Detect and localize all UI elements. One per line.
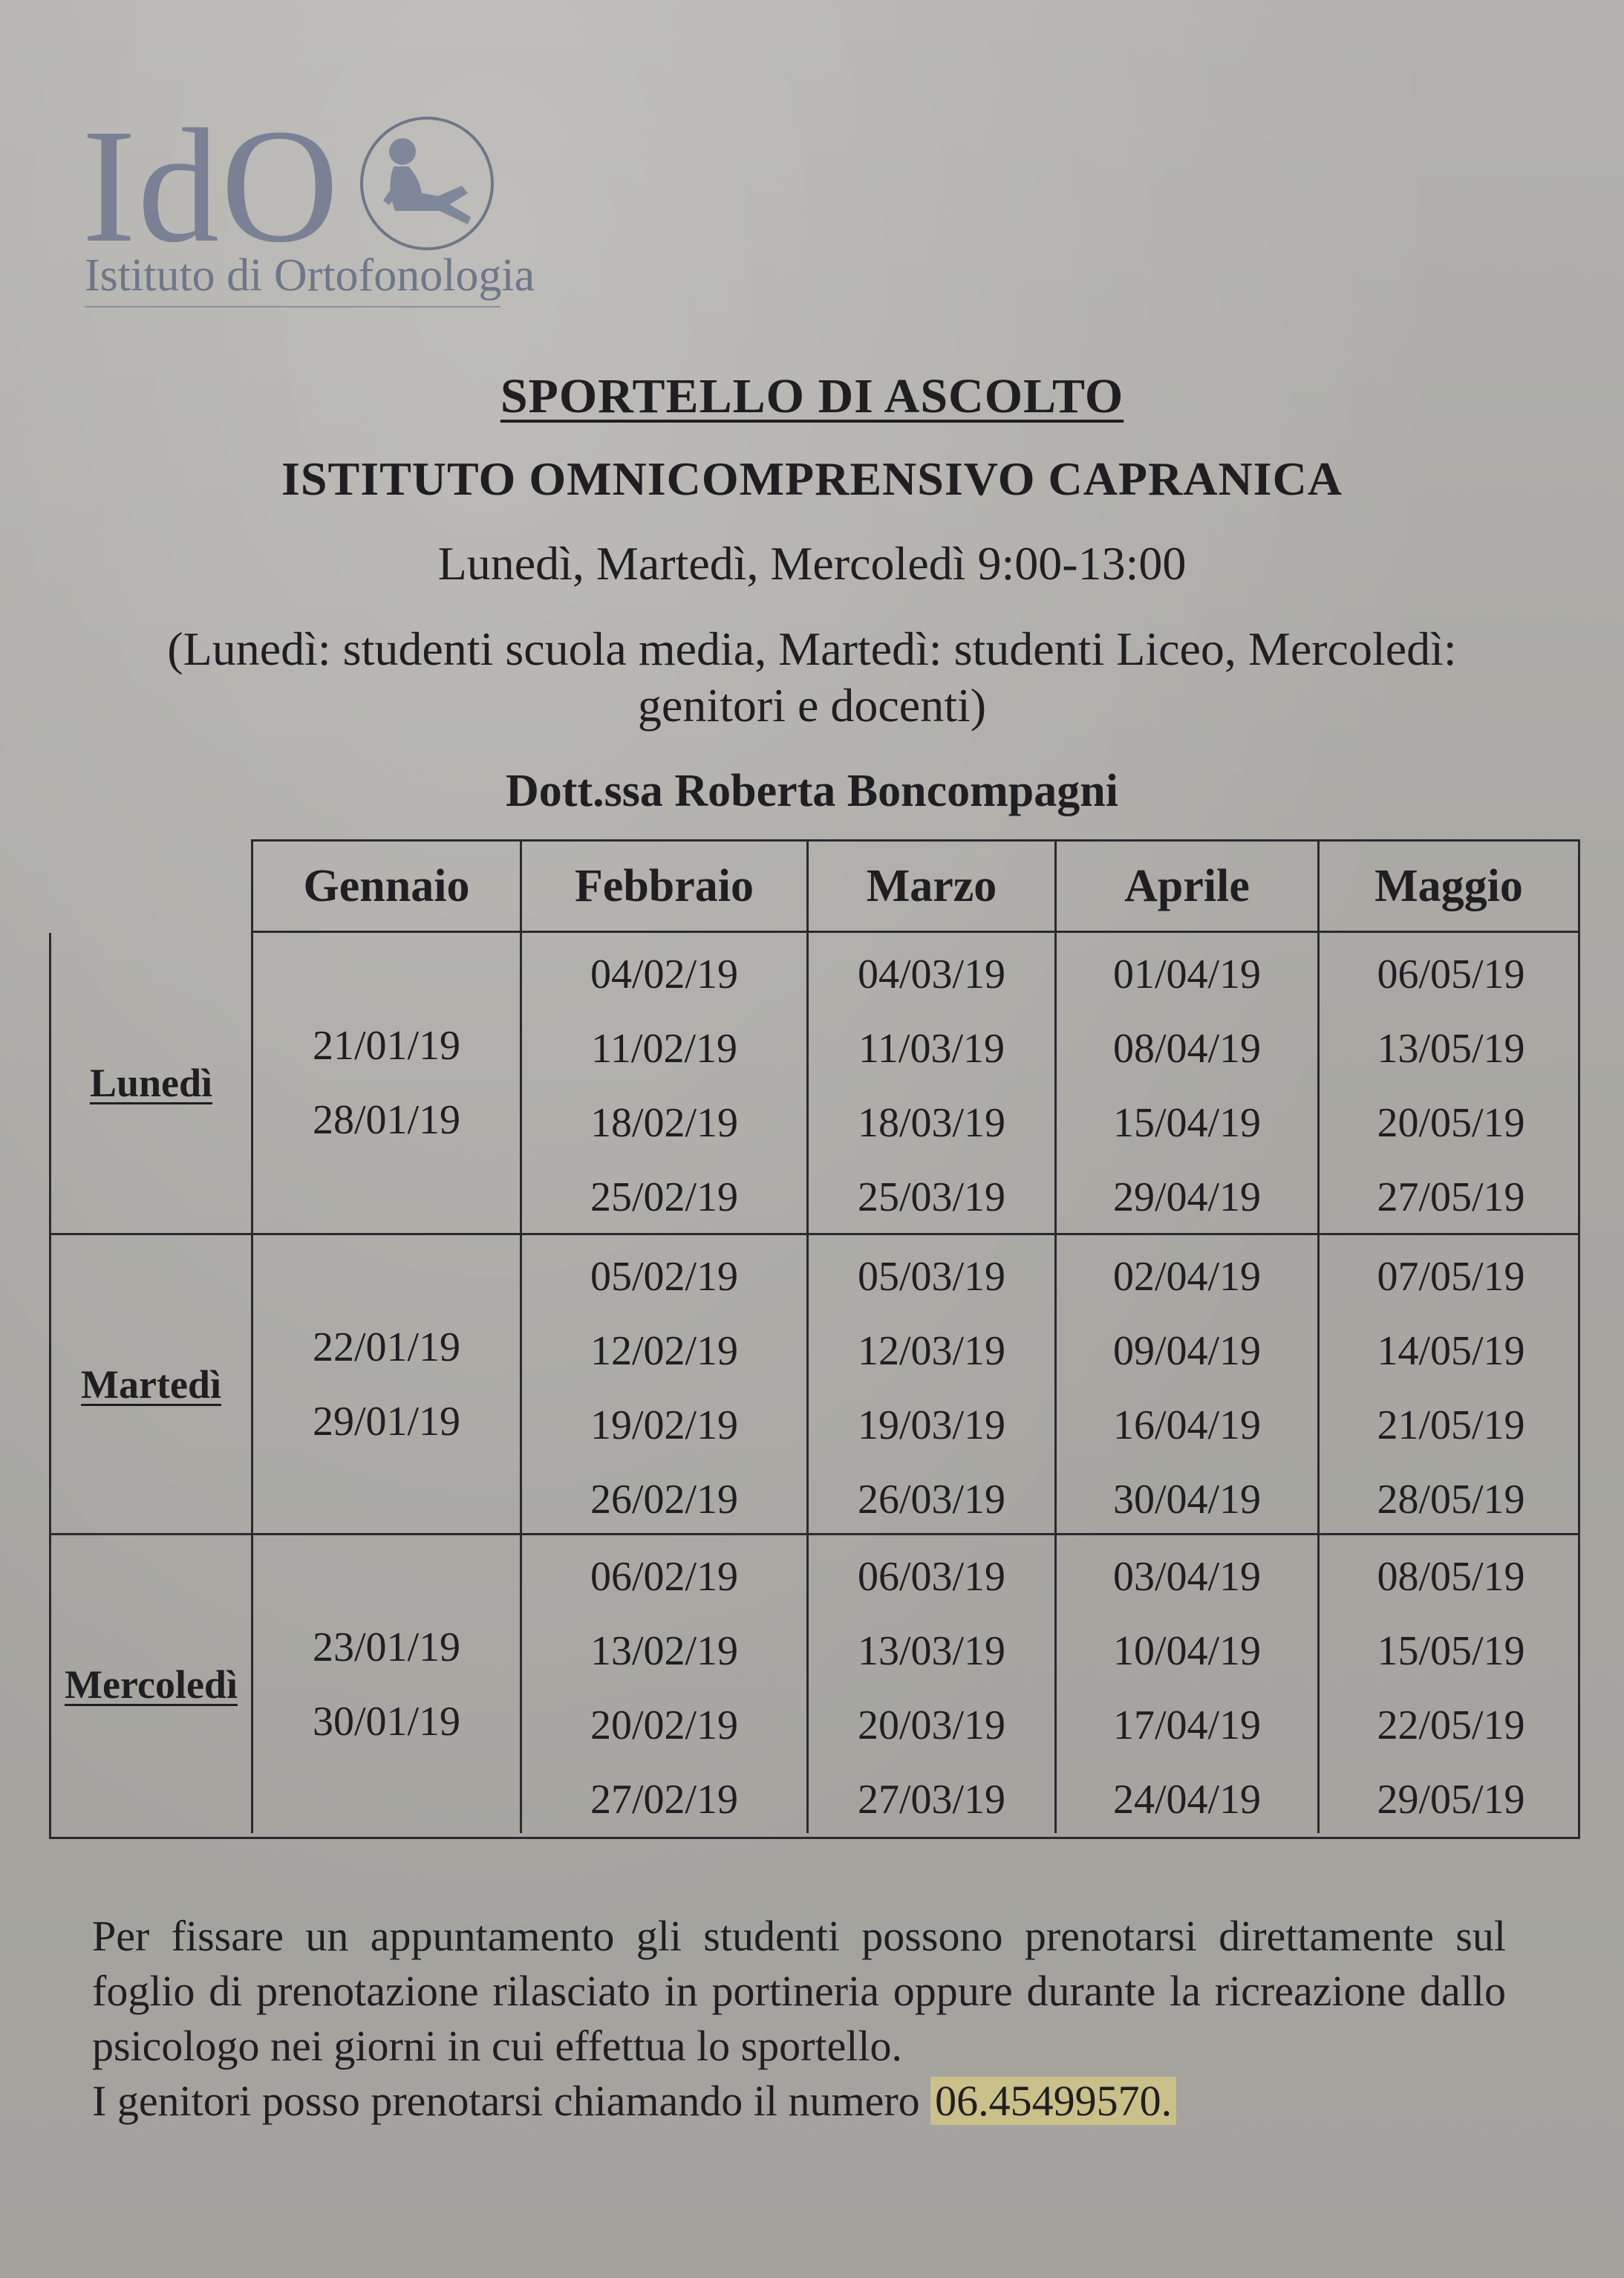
date-cell: 06/02/19 <box>590 1554 739 1600</box>
date-cell: 12/02/19 <box>590 1328 739 1374</box>
day-name: Lunedì <box>89 1061 213 1105</box>
dates-febbraio <box>522 1535 809 1833</box>
date-cell: 12/03/19 <box>857 1328 1006 1374</box>
column-header-aprile: Aprile <box>1057 842 1320 931</box>
date-cell: 18/02/19 <box>590 1100 739 1146</box>
date-cell: 07/05/19 <box>1377 1254 1525 1300</box>
dates-gennaio <box>253 1535 522 1833</box>
logo-divider <box>85 306 500 307</box>
date-cell: 22/05/19 <box>1377 1702 1525 1748</box>
date-cell: 01/04/19 <box>1112 951 1262 998</box>
date-cell: 20/02/19 <box>590 1702 739 1748</box>
table-row-lunedi <box>51 933 1578 1233</box>
service-title: SPORTELLO DI ASCOLTO <box>500 369 1124 423</box>
column-header-gennaio: Gennaio <box>253 842 522 931</box>
date-cell: 25/03/19 <box>857 1174 1006 1220</box>
date-cell: 13/05/19 <box>1377 1026 1525 1072</box>
dates-marzo <box>809 933 1057 1233</box>
day-name: Mercoledì <box>65 1662 238 1707</box>
date-cell: 13/02/19 <box>590 1628 739 1674</box>
date-cell: 30/01/19 <box>312 1698 461 1745</box>
date-cell: 27/03/19 <box>857 1777 1006 1823</box>
date-cell: 24/04/19 <box>1112 1777 1262 1823</box>
date-cell: 26/03/19 <box>857 1477 1006 1523</box>
date-cell: 28/01/19 <box>312 1097 461 1143</box>
table-row-mercoledi <box>51 1533 1578 1833</box>
days-note <box>0 621 1624 734</box>
dates-gennaio <box>253 1235 522 1533</box>
date-cell: 03/04/19 <box>1112 1554 1262 1600</box>
logo-name: Istituto di Ortofonologia <box>85 250 535 301</box>
date-cell: 27/02/19 <box>590 1777 739 1823</box>
date-cell: 08/04/19 <box>1112 1026 1262 1072</box>
date-cell: 29/01/19 <box>312 1398 461 1445</box>
booking-paragraph: Per fissare un appuntamento gli studenti possono prenotarsi direttamente sul foglio di prenotazione rilasciato in portineria oppure durante la ricreazione dallo psicologo nei giorni in cui effettua lo sportello. <box>92 1912 1506 2070</box>
column-header-maggio: Maggio <box>1374 860 1523 911</box>
date-cell: 20/05/19 <box>1377 1100 1525 1146</box>
dates-maggio <box>1320 1535 1582 1833</box>
dates-aprile <box>1057 1535 1320 1833</box>
table-body <box>49 933 1580 1839</box>
date-cell: 17/04/19 <box>1112 1702 1262 1748</box>
table-row-martedi <box>51 1233 1578 1533</box>
date-cell: 25/02/19 <box>590 1174 739 1220</box>
dates-febbraio <box>522 933 809 1233</box>
date-cell: 19/02/19 <box>590 1402 739 1448</box>
date-cell: 15/04/19 <box>1112 1100 1262 1146</box>
dates-febbraio <box>522 1235 809 1533</box>
phone-number: 06.45499570. <box>930 2077 1176 2125</box>
date-cell: 13/03/19 <box>857 1628 1006 1674</box>
day-cell <box>51 1535 253 1833</box>
date-cell: 19/03/19 <box>857 1402 1006 1448</box>
date-cell: 29/04/19 <box>1112 1174 1262 1220</box>
dates-aprile <box>1057 1235 1320 1533</box>
column-header-febbraio: Febbraio <box>522 842 809 931</box>
schedule-days: Lunedì, Martedì, Mercoledì 9:00-13:00 <box>437 537 1187 590</box>
date-cell: 27/05/19 <box>1377 1174 1525 1220</box>
date-cell: 14/05/19 <box>1377 1328 1525 1374</box>
day-cell <box>51 1235 253 1533</box>
date-cell: 22/01/19 <box>312 1324 461 1370</box>
date-cell: 18/03/19 <box>857 1100 1006 1146</box>
date-cell: 23/01/19 <box>312 1624 461 1670</box>
date-cell: 21/01/19 <box>312 1023 461 1069</box>
date-cell: 30/04/19 <box>1112 1477 1262 1523</box>
date-cell: 04/03/19 <box>857 951 1006 998</box>
table-header-row <box>251 839 1580 933</box>
dates-marzo <box>809 1535 1057 1833</box>
dates-maggio <box>1320 933 1582 1233</box>
child-emblem-icon <box>356 113 498 254</box>
date-cell: 20/03/19 <box>857 1702 1006 1748</box>
days-note-line: (Lunedì: studenti scuola media, Martedì: studenti Liceo, Mercoledì: <box>167 622 1457 675</box>
date-cell: 16/04/19 <box>1112 1402 1262 1448</box>
dates-gennaio <box>253 933 522 1233</box>
parents-line <box>92 2074 1506 2129</box>
day-cell <box>51 933 253 1233</box>
date-cell: 28/05/19 <box>1377 1477 1525 1523</box>
date-cell: 09/04/19 <box>1112 1328 1262 1374</box>
institute-logo <box>82 95 535 319</box>
booking-info <box>92 1909 1506 2129</box>
date-cell: 04/02/19 <box>590 951 739 998</box>
date-cell: 29/05/19 <box>1377 1777 1525 1823</box>
days-note-line: genitori e docenti) <box>637 679 987 732</box>
schedule-table <box>49 839 1580 1839</box>
dates-maggio <box>1320 1235 1582 1533</box>
day-name: Martedì <box>81 1361 221 1407</box>
date-cell: 26/02/19 <box>590 1477 739 1523</box>
date-cell: 06/05/19 <box>1377 951 1525 998</box>
date-cell: 05/02/19 <box>590 1254 739 1300</box>
logo-mark: IdO <box>82 95 341 276</box>
date-cell: 10/04/19 <box>1112 1628 1262 1674</box>
parents-text: I genitori posso prenotarsi chiamando il numero <box>92 2077 920 2125</box>
doctor-name: Dott.ssa Roberta Boncompagni <box>506 766 1118 816</box>
dates-aprile <box>1057 933 1320 1233</box>
dates-marzo <box>809 1235 1057 1533</box>
date-cell: 02/04/19 <box>1112 1254 1262 1300</box>
date-cell: 15/05/19 <box>1377 1628 1525 1674</box>
column-header-marzo: Marzo <box>809 842 1057 931</box>
date-cell: 08/05/19 <box>1377 1554 1525 1600</box>
date-cell: 11/03/19 <box>858 1026 1005 1072</box>
institute-title: ISTITUTO OMNICOMPRENSIVO CAPRANICA <box>281 452 1343 505</box>
date-cell: 21/05/19 <box>1377 1402 1525 1448</box>
date-cell: 05/03/19 <box>857 1254 1006 1300</box>
date-cell: 06/03/19 <box>857 1554 1006 1600</box>
date-cell: 11/02/19 <box>590 1026 738 1072</box>
